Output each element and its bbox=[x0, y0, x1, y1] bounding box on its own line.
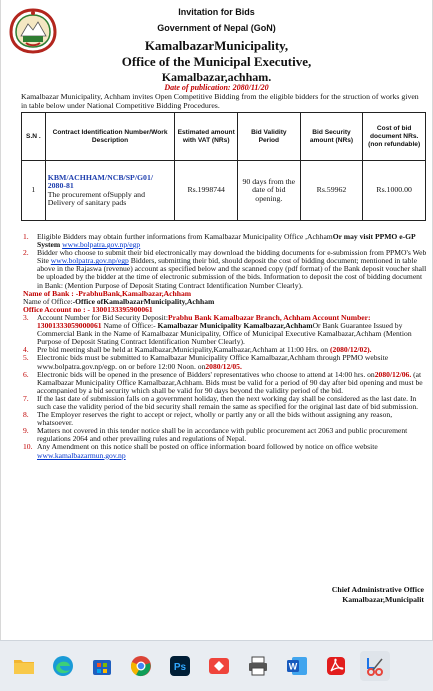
work-description: The procurement ofSupply and Delivery of sanitary pads bbox=[47, 189, 145, 207]
item-text: (at Kamalbazar Municipality Office Kamalbazar,Achham. Bids must be valid for a period of 90 day after bid opening and must be accompanied by a bid security which shall be valid for 90 days beyond the validity period of the bid. bbox=[37, 369, 423, 395]
file-explorer-icon[interactable] bbox=[9, 651, 39, 681]
bid-table bbox=[21, 112, 426, 221]
cell-validity: 90 days from the date of bid opening. bbox=[238, 161, 301, 221]
item-text: Name of Office:- bbox=[103, 321, 156, 331]
item-text-red: Prabhu Bank Kamalbazar Branch, Achham Account Number: 13001333059000061 bbox=[37, 312, 371, 331]
header-contract: Contract Identification Number/Work Description bbox=[45, 113, 175, 161]
municipality-name: KamalbazarMunicipality, bbox=[144, 38, 289, 53]
cell-cost: Rs.1000.00 bbox=[363, 161, 426, 221]
item-number: 3. bbox=[23, 312, 29, 322]
header-sn: S.N . bbox=[22, 113, 46, 161]
edge-icon[interactable] bbox=[48, 651, 78, 681]
list-item bbox=[23, 314, 428, 346]
cell-sn: 1 bbox=[22, 161, 46, 221]
item-text-red: 2080/12/06. bbox=[374, 369, 412, 379]
location-name: Kamalbazar,achham. bbox=[161, 70, 272, 84]
item-text-bold: Or may visit PPMO e-GP System bbox=[37, 232, 416, 250]
terms-list bbox=[23, 233, 428, 460]
photoshop-label: Ps bbox=[173, 662, 187, 673]
office-account: Office Account no : - 1300133395900061 bbox=[23, 304, 153, 314]
intro-paragraph: Kamalbazar Municipality, Achham invites Open Competitive Bidding from the eligible bidders for the struction of works given in table below under National Competitive Bidding Procedures. bbox=[21, 92, 419, 110]
item-text: The Employer reserves the right to accept or reject, wholly or partly any or all the bids without assigning any reason, whatsoever. bbox=[37, 410, 393, 428]
item-text: Matters not covered in this tender notice shall be in accordance with public procurement act 2063 and public procurement regulations 2064 and other prevailing rules and regulations of Nepal. bbox=[37, 426, 408, 444]
item-number: 5. bbox=[23, 353, 29, 363]
item-text: Pre bid meeting shall be held at Kamalbazar,Municipality,Kamalbazar,Achham at 11:00 Hrs. on bbox=[37, 345, 329, 355]
list-item bbox=[23, 395, 428, 411]
government-name: Government of Nepal (GoN) bbox=[157, 23, 276, 33]
header-cost: Cost of bid document NRs.(non refundable) bbox=[363, 113, 426, 161]
list-item bbox=[23, 249, 428, 289]
item-number: 10. bbox=[23, 442, 33, 452]
item-text: Any Amendment on this notice shall be posted on office information board followed by notice on office website bbox=[37, 442, 378, 452]
cell-estimated: Rs.1998744 bbox=[175, 161, 238, 221]
taskbar bbox=[0, 640, 433, 691]
store-icon[interactable] bbox=[87, 651, 117, 681]
item-text: If the last date of submission falls on a government holiday, then the next working day shall be considered as the last date. In such case the validity period of the bid security shall remain the same as specified for the original last date of bid submission. bbox=[37, 393, 419, 411]
bank-name: Name of Bank : -PrabhuBank,Kamalbazar,Achham bbox=[23, 288, 192, 298]
item-text: Electronic bids will be opened in the presence of Bidders' representatives who choose to attend at 14:00 hrs. on bbox=[37, 369, 375, 379]
item-text-bold: Kamalbazar Municipality Kamalbazar,Achham bbox=[157, 321, 313, 331]
header-security: Bid Security amount (NRs) bbox=[300, 113, 363, 161]
list-item bbox=[23, 411, 428, 427]
item-text: Eligible Bidders may obtain further informations from Kamalbazar Municipality Office ,Achham bbox=[37, 232, 333, 241]
item-text: Bidder who choose to submit their bid electronically may download the bidding documents for e-submission from PPMO's Web Site bbox=[37, 248, 427, 266]
egp-link[interactable]: www.bolpatra.gov.np/egp bbox=[50, 256, 129, 266]
municipality-website-link[interactable]: www.kamalbazarmun.gov.np bbox=[37, 450, 126, 460]
header-validity: Bid Validity Period bbox=[238, 113, 301, 161]
snipping-tool-icon[interactable] bbox=[360, 651, 390, 681]
list-item bbox=[23, 233, 428, 249]
item-text: Or Bank Guarantee Issued by Commercial Bank in the Name of Kamalbazar Municipality, Office of Municipal Executive Kamalbazar,Achham (Mention Purpose of Deposit Stating Contract Identification Number Clearly). bbox=[37, 321, 412, 347]
item-number: 9. bbox=[23, 426, 29, 436]
item-text: Bidders, submitting their bid, should deposit the cost of bidding document; mentioned in table above in the Rajaswa (revenue) account as specified below and the scanned copy (pdf format) of the Bank deposit voucher shall be uploaded by the bidder at the time of electronic submission of the bids. Information to deposit the cost of bidding document in Bank: (Mention Purpose of Deposit Stating Contract Identification Number Clearly). bbox=[37, 256, 427, 290]
photoshop-icon[interactable] bbox=[165, 651, 195, 681]
chrome-icon[interactable] bbox=[126, 651, 156, 681]
contract-id: KBM/ACHHAM/NCB/SP/G01/ 2080-81 bbox=[47, 172, 154, 190]
egp-link[interactable]: www.bolpatra.gov.np/egp bbox=[62, 240, 141, 250]
item-text-red: 2080/12/05. bbox=[205, 361, 242, 371]
signatory-title: Chief Administrative Office bbox=[331, 585, 424, 594]
item-number: 8. bbox=[23, 410, 29, 420]
item-text: Account Number for Bid Security Deposit: bbox=[37, 312, 168, 322]
notice-title: Invitation for Bids bbox=[178, 7, 255, 17]
item-number: 7. bbox=[23, 393, 29, 403]
printer-icon[interactable] bbox=[243, 651, 273, 681]
list-item bbox=[23, 427, 428, 443]
office-label: Name of Office: bbox=[23, 296, 73, 306]
signatory-office: Kamalbazar,Municipalit bbox=[342, 595, 424, 604]
item-number: 1. bbox=[23, 232, 29, 241]
item-number: 4. bbox=[23, 345, 29, 355]
item-number: 2. bbox=[23, 248, 29, 258]
cell-contract bbox=[45, 161, 175, 221]
anydesk-icon[interactable] bbox=[204, 651, 234, 681]
list-item bbox=[23, 371, 428, 395]
table-header-row bbox=[22, 113, 426, 161]
office-name: Office of the Municipal Executive, bbox=[121, 54, 312, 69]
cell-security: Rs.59962 bbox=[300, 161, 363, 221]
item-number: 6. bbox=[23, 369, 29, 379]
item-text-red: (2080/12/02). bbox=[330, 345, 372, 355]
office-value: -Office ofKamalbazarMunicipality,Achham bbox=[72, 296, 215, 306]
acrobat-icon[interactable] bbox=[321, 651, 351, 681]
word-icon[interactable] bbox=[282, 651, 312, 681]
header-estimated: Estimated amount with VAT (NRs) bbox=[175, 113, 238, 161]
list-item bbox=[23, 354, 428, 370]
list-item bbox=[23, 443, 428, 459]
publication-date: Date of publication: 2080/11/20 bbox=[164, 83, 269, 92]
item-text: Electronic bids must be submitted to Kamalbazar Municipality Office Kamalbazar,Achham through PPMO website www.bolpatra.gov.np/egp. on or before 12:00 Noon. on bbox=[37, 353, 389, 371]
word-label: W bbox=[288, 661, 298, 672]
table-row bbox=[22, 161, 426, 221]
